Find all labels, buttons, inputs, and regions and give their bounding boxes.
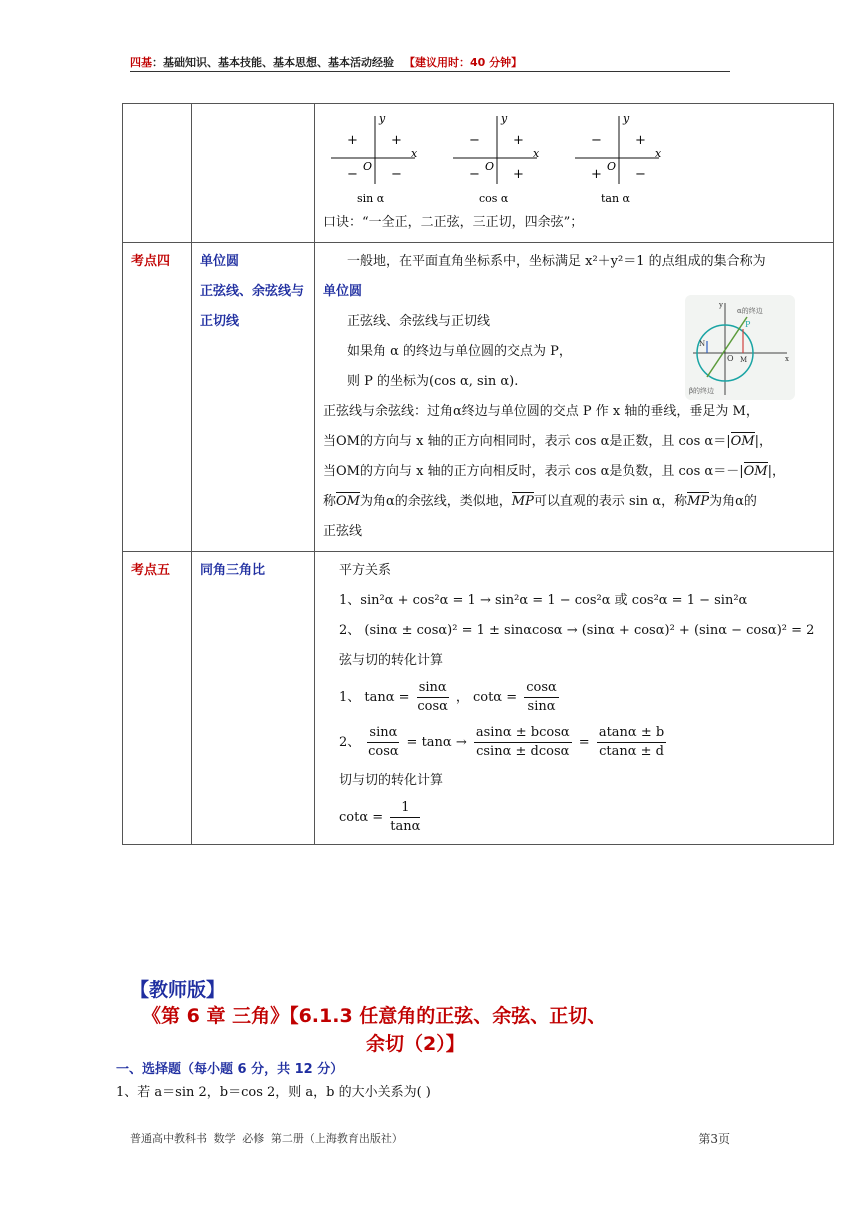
- axis-x-label: x: [411, 147, 418, 160]
- mp-vector-2: MP: [687, 494, 710, 509]
- label-alpha-side: α的终边: [737, 307, 763, 315]
- title-red: 《第 6 章 三角》: [142, 1005, 290, 1027]
- f3-den2: sinα: [527, 699, 556, 714]
- name-d: 为角α的: [709, 494, 757, 509]
- line-coord: 则 P 的坐标为(cos α, sin α).: [347, 374, 519, 389]
- label-m: M: [740, 356, 748, 364]
- quadrant-2-sign: −: [469, 133, 480, 148]
- page-header: [130, 54, 522, 70]
- name-a: 称: [323, 494, 337, 509]
- f5-den: tanα: [390, 819, 421, 834]
- frac-sin-cos-2: [367, 724, 399, 761]
- f3-a: 1、 tanα =: [339, 690, 410, 705]
- topic-unit-circle: 单位圆: [200, 254, 240, 269]
- om-vector-3: OM: [336, 494, 360, 509]
- f4-num: sinα: [367, 724, 399, 743]
- origin-label: O: [363, 160, 373, 173]
- quadrant-4-sign: −: [391, 167, 402, 182]
- label-beta-side: β的终边: [689, 387, 715, 395]
- quadrant-3-sign: −: [347, 167, 358, 182]
- chapter-title-2: 余切（2）】: [366, 1033, 465, 1055]
- footer-book: 普通高中教科书 数学 必修 第二册（上海教育出版社）: [130, 1132, 403, 1145]
- frac-sin-cos: [417, 679, 449, 716]
- part-heading: 一、选择题（每小题 6 分，共 12 分）: [116, 1062, 344, 1077]
- line-p: 如果角 α 的终边与单位圆的交点为 P，: [347, 344, 572, 359]
- sine-line-term: 正弦线: [323, 524, 363, 539]
- frac-abcd: [474, 724, 572, 761]
- sign-chart-0: [329, 108, 421, 206]
- tag-kaodian5: 考点五: [123, 552, 192, 845]
- f4-num2: asinα ± bcosα: [474, 724, 572, 743]
- f5-num: 1: [390, 799, 420, 818]
- f3-num: sinα: [417, 679, 449, 698]
- line-neg: 当OM的方向与 x 轴的正方向相反时，表示 cos α是负数，且 cos α＝－|OM|，: [323, 464, 785, 479]
- teacher-label: 【教师版】: [130, 979, 226, 1001]
- header-prefix: 四基: [130, 56, 152, 69]
- quadrant-2-sign: −: [591, 133, 602, 148]
- chart-label: tan α: [601, 192, 630, 205]
- square-heading: 平方关系: [339, 563, 392, 578]
- unit-circle-term: 单位圆: [323, 284, 363, 299]
- origin-label: O: [485, 160, 495, 173]
- f4-den3: ctanα ± d: [599, 744, 664, 759]
- f4-a: 2、: [339, 735, 361, 750]
- pos-text: 当OM的方向与 x 轴的正方向相同时，表示 cos α是正数，且 cos α＝|: [323, 434, 731, 449]
- f4-den2: csinα ± dcosα: [476, 744, 570, 759]
- sign-chart-2: [573, 108, 665, 206]
- label-n: N: [699, 340, 706, 348]
- question-1: 1、若 a＝sin 2，b＝cos 2，则 a，b 的大小关系为( ): [116, 1085, 431, 1100]
- quadrant-2-sign: +: [347, 133, 358, 148]
- label-o: O: [727, 354, 734, 363]
- quadrant-3-sign: −: [469, 167, 480, 182]
- name-c: 可以直观的表示 sin α，称: [533, 494, 688, 509]
- f4-num3: atanα ± b: [597, 724, 666, 743]
- sign-chart-1: [451, 108, 543, 206]
- content-kaodian4: [315, 243, 834, 552]
- header-rule: [130, 71, 730, 72]
- name-b: 为角α的余弦线，类似地，: [359, 494, 512, 509]
- quadrant-1-sign: +: [391, 133, 402, 148]
- header-text: ：基础知识、基本技能、基本思想、基本活动经验: [152, 56, 394, 69]
- sign-cell: [315, 104, 834, 243]
- f3-b: ， cotα =: [455, 690, 518, 705]
- quadrant-1-sign: +: [513, 133, 524, 148]
- axis-x-label: x: [533, 147, 540, 160]
- f3-den: cosα: [417, 699, 448, 714]
- label-p: P: [745, 320, 751, 329]
- chart-label: sin α: [357, 192, 385, 205]
- om-vector-2: OM: [743, 464, 768, 479]
- f3-num2: cosα: [524, 679, 559, 698]
- sign-row: [123, 104, 834, 243]
- f4-den: cosα: [368, 744, 399, 759]
- formula-2: 2、 (sinα ± cosα)² = 1 ± sinαcosα → (sinα + cosα)² + (sinα − cosα)² = 2: [339, 623, 815, 638]
- unit-circle-figure: [685, 295, 795, 400]
- label-y: y: [719, 301, 723, 309]
- sign-charts: [323, 108, 825, 208]
- chapter-title: [130, 1002, 750, 1030]
- page-footer: [130, 1130, 730, 1146]
- formula-3: [339, 676, 825, 720]
- quadrant-4-sign: +: [513, 167, 524, 182]
- label-x: x: [785, 355, 789, 363]
- quadrant-3-sign: +: [591, 167, 602, 182]
- formula-1: 1、sin²α + cos²α = 1 → sin²α = 1 − cos²α 或 cos²α = 1 − sin²α: [339, 593, 748, 608]
- chart-label: cos α: [479, 192, 509, 205]
- tag-kaodian4: 考点四: [123, 243, 192, 552]
- formula-5: [339, 796, 825, 840]
- line-pos: 当OM的方向与 x 轴的正方向相同时，表示 cos α是正数，且 cos α＝|OM|，: [323, 434, 772, 449]
- title-blue: 【6.1.3 任意角的正弦、余弦、正切、: [289, 1005, 607, 1027]
- topic-lines: 正弦线、余弦线与正切线: [200, 284, 305, 329]
- row-kaodian4: [123, 243, 834, 552]
- mnemonic: 口诀：“一全正，二正弦，三正切，四余弦”；: [323, 215, 584, 230]
- axis-y-label: y: [501, 112, 508, 125]
- teacher-section: [116, 975, 750, 1100]
- line-def: 正弦线与余弦线：过角α终边与单位圆的交点 P 作 x 轴的垂线，垂足为 M，: [323, 404, 759, 419]
- mp-vector: MP: [511, 494, 534, 509]
- om-vector: OM: [730, 434, 755, 449]
- axis-y-label: y: [623, 112, 630, 125]
- formula-4: 2、 $\frac{\sin\alpha}{\cos\alpha}$ = tanα → $\frac{asin\alpha \pm bcos\alpha}{csin\alpha \pm dcos\alpha}$ = $\frac{atan\alpha \pm b}{ctan\alpha \pm d}$: [339, 725, 665, 759]
- origin-label: O: [607, 160, 617, 173]
- f5-a: cotα =: [339, 810, 384, 825]
- neg-text: 当OM的方向与 x 轴的正方向相反时，表示 cos α是负数，且 cos α＝－|: [323, 464, 744, 479]
- tan-heading: 切与切的转化计算: [339, 773, 444, 788]
- convert-heading: 弦与切的转化计算: [339, 653, 444, 668]
- axis-y-label: y: [379, 112, 386, 125]
- f4-b: = tanα →: [406, 735, 467, 750]
- topic-same-angle: 同角三角比: [192, 552, 315, 845]
- quadrant-4-sign: −: [635, 167, 646, 182]
- frac-one-tan: [390, 799, 420, 836]
- quadrant-1-sign: +: [635, 133, 646, 148]
- row-kaodian5: [123, 552, 834, 845]
- lines-heading: 正弦线、余弦线与正切线: [347, 314, 491, 329]
- axis-x-label: x: [655, 147, 662, 160]
- unit-circle-def: [323, 247, 825, 277]
- frac-cos-sin: [524, 679, 559, 716]
- frac-tan: [597, 724, 666, 761]
- content-kaodian5: [315, 552, 834, 845]
- knowledge-table: [122, 103, 834, 845]
- page-number: 第3页: [698, 1132, 730, 1146]
- header-tip: 【建议用时：40 分钟】: [404, 56, 523, 69]
- def-text: 一般地，在平面直角坐标系中，坐标满足 x²＋y²＝1 的点组成的集合称为: [347, 254, 766, 269]
- line-name: [323, 487, 825, 517]
